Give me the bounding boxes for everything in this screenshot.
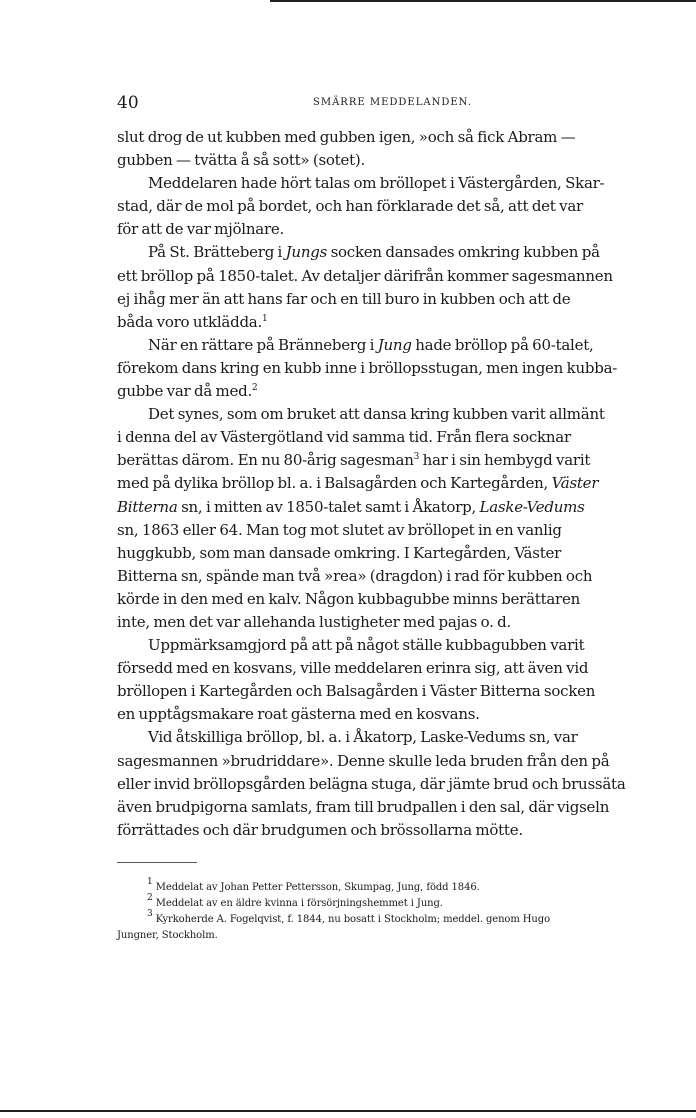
footnote-3: $^3$ Kyrkoherde A. Fogelqvist, f. 1844, nu bosatt i Stockholm; meddel. genom Hugo Jungner, Stockholm. [117,909,550,941]
top-rule [270,0,696,2]
footnote-1: $^1$ Meddelat av Johan Petter Pettersson, Skumpag, Jung, född 1846. [147,877,480,893]
paragraph-2: Meddelaren hade hört talas om bröllopet i Västergården, Skar- stad, där de mol på bordet, och han förklarade det så, att det var för att de var mjölnare. [117,174,605,239]
page-number: 40 [117,93,139,113]
paragraph-5: Det synes, som om bruket att dansa kring kubben varit allmänt i denna del av Västergötland vid samma tid. Från flera socknar berättas därom. En nu 80-årig sagesman$^3$ har i sin hembygd varit med på dylika bröllop bl. a. i Balsagården och Kartegården, Väster Bitterna sn, i mitten av 1850-talet samt i Åkatorp, Laske-Vedums sn, 1863 eller 64. Man tog mot slutet av bröllopet in en vanlig huggkubb, som man dansade omkring. I Kartegården, Väster Bitterna sn, spände man två »rea» (dragdon) i rad för kubben och körde in den med en kalv. Någon kubbagubbe minns berättaren inte, men det var allehanda lustigheter med pajas o. d. [117,405,605,631]
paragraph-3: På St. Brätteberg i Jungs socken dansades omkring kubben på ett bröllop på 1850-talet. Av detaljer därifrån kommer sagesmannen ej ihåg mer än att hans far och en till buro in kubben och att de båda voro utklädda.$^1$ [117,243,613,331]
footnote-2: $^2$ Meddelat av en äldre kvinna i försörjningshemmet i Jung. [147,893,443,909]
body-text [117,126,657,842]
bottom-rule [0,1110,696,1112]
footnote-ref-2: 2 [252,383,258,394]
running-head: SMÄRRE MEDDELANDEN. [313,97,472,108]
page-header [117,93,657,113]
paragraph-1: slut drog de ut kubben med gubben igen, »och så fick Abram — gubben — tvätta å så sott» (sotet). [117,128,576,170]
paragraph-6: Uppmärksamgjord på att på något ställe kubbagubben varit försedd med en kosvans, ville meddelaren erinra sig, att även vid bröllopen i Kartegården och Balsagården i Väster Bitterna socken en upptågsmakare roat gästerna med en kosvans. [117,636,596,724]
paragraph-7: Vid åtskilliga bröllop, bl. a. i Åkatorp, Laske-Vedums sn, var sagesmannen »brudriddare». Denne skulle leda bruden från den på eller invid bröllopsgården belägna stuga, där jämte brud och brussäta även brudpigorna samlats, fram till brudpallen i den sal, där vigseln förrättades och där brudgumen och brössollarna mötte. [117,728,626,839]
footnote-ref-3: 3 [413,452,420,463]
footnote-separator [117,862,197,863]
footnote-ref-1: 1 [262,313,268,324]
paragraph-4: När en rättare på Bränneberg i Jung hade bröllop på 60-talet, förekom dans kring en kubb inne i bröllopsstugan, men ingen kubba- gubbe var då med.$^2$ [117,335,618,401]
footnotes [117,877,657,944]
